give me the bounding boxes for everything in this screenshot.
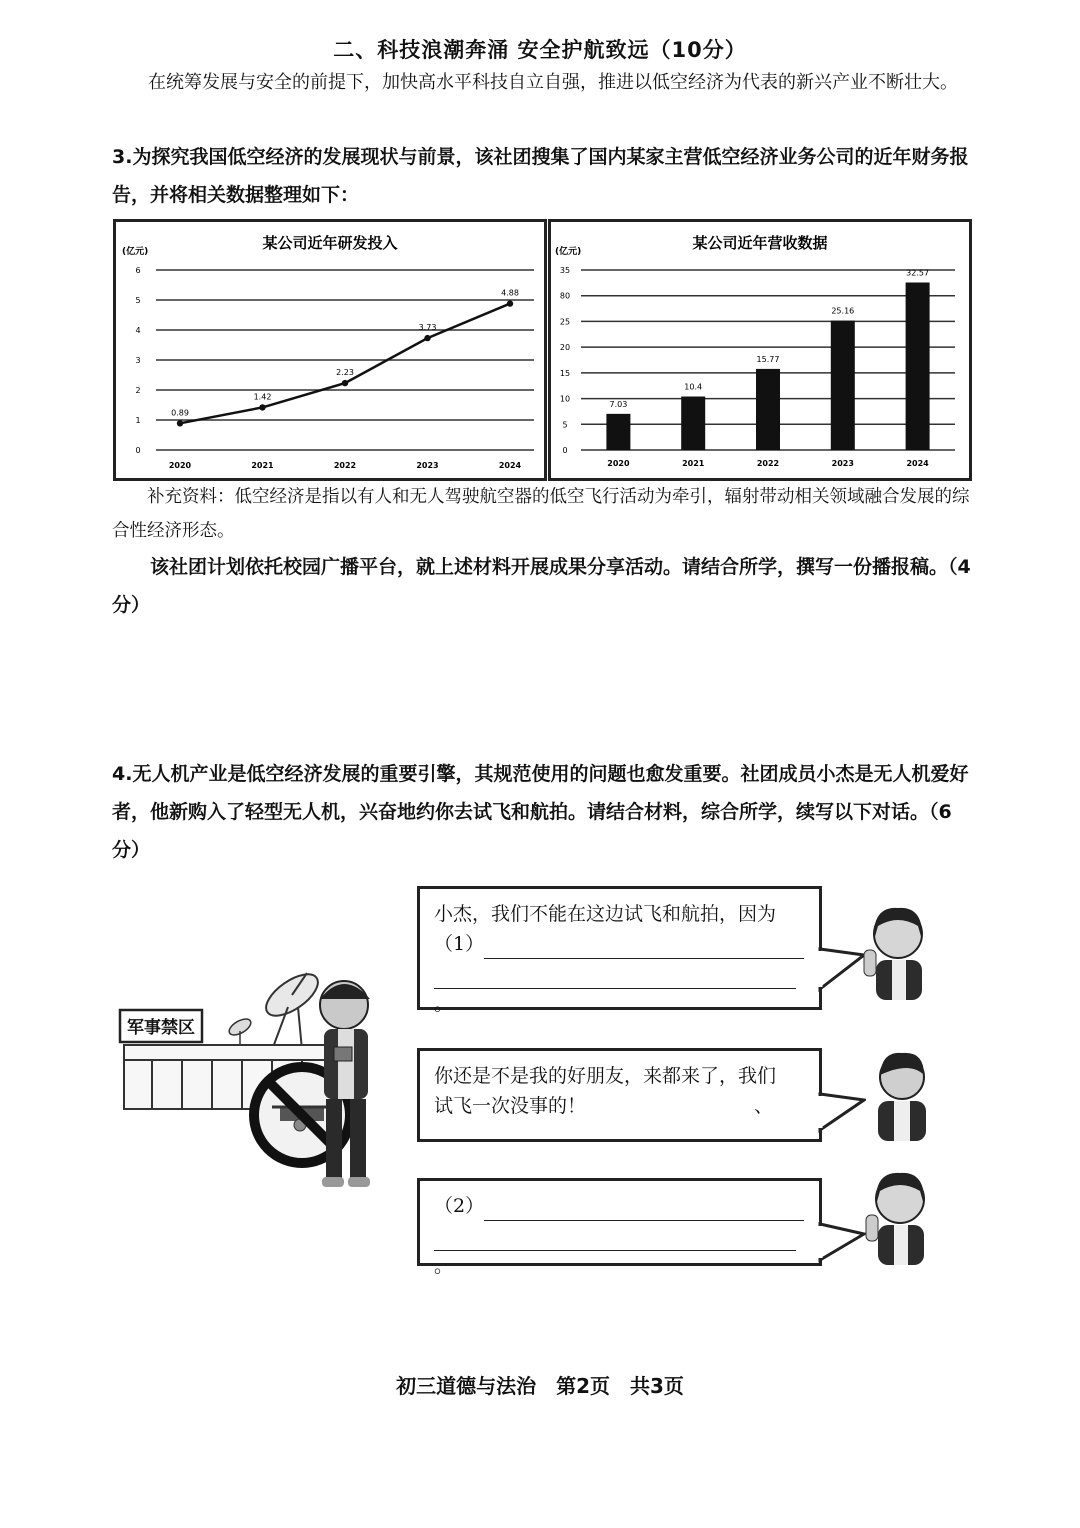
answer-2-row — [434, 1191, 805, 1221]
x-tick-label: 2020 — [168, 461, 192, 470]
answer-1-blank-a[interactable] — [484, 938, 804, 959]
speech-bubble-1 — [417, 886, 822, 1015]
y-tick-label: 20 — [559, 343, 571, 353]
y-tick-label: 10 — [559, 394, 571, 404]
x-tick-label: 2023 — [416, 461, 439, 470]
x-tick-label: 2023 — [831, 459, 854, 468]
data-label: 10.4 — [684, 382, 703, 392]
data-label: 7.03 — [609, 399, 628, 409]
bar — [906, 282, 930, 450]
y-tick-label: 0 — [562, 446, 568, 455]
y-unit-label: (亿元) — [555, 247, 582, 257]
girl-avatar-2 — [864, 1165, 938, 1265]
data-label: 32.57 — [906, 268, 930, 278]
x-tick-label: 2021 — [682, 459, 705, 468]
x-tick-label: 2020 — [607, 459, 630, 468]
sign-text: 军事禁区 — [127, 1018, 195, 1038]
bubble1-line1: 小杰，我们不能在这边试飞和航拍，因为 — [434, 903, 777, 925]
y-tick-label: 25 — [559, 317, 571, 327]
girl-avatar-1 — [862, 900, 936, 1000]
rd-investment-chart — [113, 219, 547, 481]
bubble3-tail — [818, 1220, 866, 1264]
bubble2-tail — [818, 1090, 866, 1134]
q3-task: 该社团计划依托校园广播平台，就上述材料开展成果分享活动。请结合所学，撰写一份播报稿。（4分） — [112, 556, 971, 616]
data-point — [507, 300, 513, 306]
data-point — [177, 420, 183, 426]
data-label: 1.42 — [253, 392, 272, 402]
x-tick-label: 2022 — [333, 461, 357, 470]
bar-chart-svg — [551, 222, 969, 478]
y-tick-label: 2 — [135, 386, 141, 395]
chart-title: 某公司近年营收数据 — [692, 234, 828, 252]
q3-supplement: 补充资料：低空经济是指以有人和无人驾驶航空器的低空飞行活动为牵引，辐射带动相关领域融合发展的综合性经济形态。 — [112, 487, 970, 541]
illustration-scene — [112, 955, 412, 1205]
answer-1-row-2 — [434, 959, 805, 1019]
answer-2-blank-b[interactable] — [434, 1230, 796, 1251]
x-tick-label: 2022 — [756, 459, 780, 468]
y-tick-label: 80 — [559, 291, 571, 301]
chart-title: 某公司近年研发投入 — [262, 234, 398, 252]
x-tick-label: 2024 — [498, 461, 522, 470]
y-tick-label: 5 — [562, 420, 568, 430]
bubble2-line1: 你还是不是我的好朋友，来都来了，我们 — [434, 1065, 777, 1087]
data-label: 25.16 — [831, 306, 855, 316]
data-label: 15.77 — [756, 354, 780, 364]
y-unit-label: (亿元) — [122, 247, 149, 257]
answer-2-blank-a[interactable] — [484, 1200, 804, 1221]
speech-bubble-3 — [417, 1178, 822, 1277]
line-chart-svg — [116, 222, 544, 478]
speech-bubble-2 — [417, 1048, 822, 1142]
x-tick-label: 2021 — [251, 461, 274, 470]
y-tick-label: 5 — [135, 296, 141, 305]
boy-avatar — [870, 1045, 934, 1141]
answer-1-end: 。 — [434, 993, 454, 1015]
bubble1-tail — [818, 945, 866, 995]
y-tick-label: 3 — [135, 356, 141, 365]
answer-2-number: （2） — [434, 1195, 485, 1217]
data-point — [259, 404, 265, 410]
data-label: 4.88 — [501, 288, 519, 298]
data-point — [342, 380, 348, 386]
series-line — [180, 304, 510, 424]
data-label: 0.89 — [171, 408, 189, 418]
answer-1-number: （1） — [434, 933, 485, 955]
answer-2-end: 。 — [434, 1255, 454, 1277]
answer-2-row-2 — [434, 1221, 805, 1281]
intro-paragraph: 在统筹发展与安全的前提下，加快高水平科技自立自强，推进以低空经济为代表的新兴产业不断壮大。 — [148, 72, 958, 93]
small-dish-icon — [227, 1016, 254, 1047]
x-tick-label: 2024 — [906, 459, 929, 468]
answer-1-blank-b[interactable] — [434, 968, 796, 989]
bar — [681, 397, 705, 450]
y-tick-label: 0 — [135, 446, 141, 455]
revenue-chart — [548, 219, 972, 481]
data-label: 3.73 — [418, 323, 437, 333]
y-tick-label: 15 — [559, 368, 571, 378]
y-tick-label: 1 — [135, 416, 141, 425]
y-tick-label: 4 — [135, 326, 141, 335]
data-label: 2.23 — [336, 368, 354, 378]
q3-stem: 3.为探究我国低空经济的发展现状与前景，该社团搜集了国内某家主营低空经济业务公司的近年财务报告，并将相关数据整理如下： — [112, 146, 969, 206]
section-title: 二、科技浪潮奔涌 安全护航致远（10分） — [333, 38, 747, 62]
bar — [756, 369, 780, 450]
bar — [831, 321, 855, 450]
answer-1-row — [434, 929, 805, 959]
data-point — [424, 335, 430, 341]
page-footer: 初三道德与法治 第2页 共3页 — [396, 1374, 684, 1398]
y-tick-label: 35 — [559, 266, 571, 275]
q4-stem: 4.无人机产业是低空经济发展的重要引擎，其规范使用的问题也愈发重要。社团成员小杰是无人机爱好者，他新购入了轻型无人机，兴奋地约你去试飞和航拍。请结合材料，综合所学，续写以下对话。（6分） — [112, 763, 969, 861]
y-tick-label: 6 — [135, 266, 141, 275]
boy-figure — [320, 981, 370, 1187]
bubble2-line2: 试飞一次没事的！ 、 — [434, 1095, 774, 1117]
bar — [606, 414, 630, 450]
